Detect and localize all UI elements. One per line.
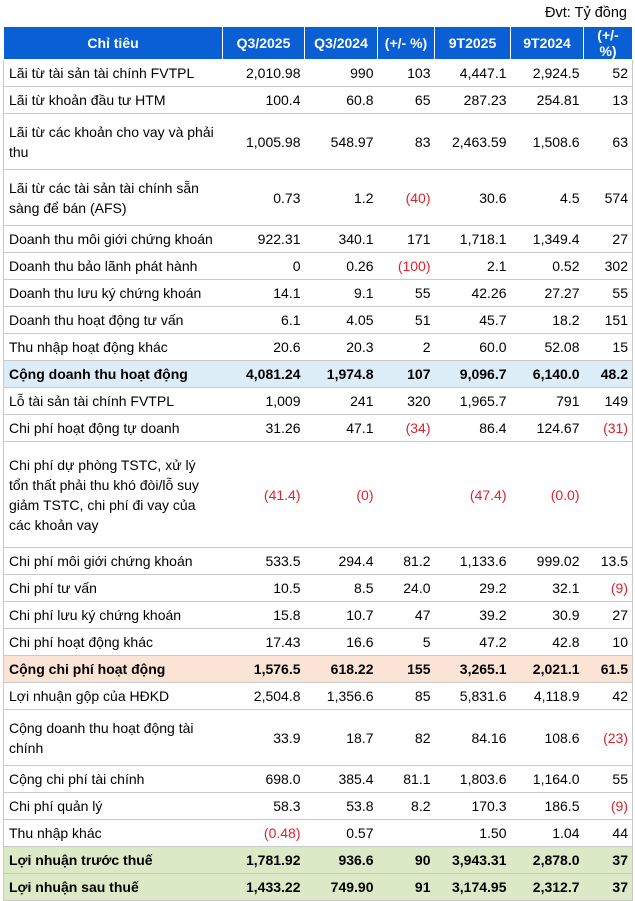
- row-label: Chi phí môi giới chứng khoán: [4, 548, 223, 575]
- row-value: 42: [584, 683, 633, 710]
- row-value: 0.26: [305, 253, 378, 280]
- row-value: 548.97: [305, 114, 378, 170]
- row-label: Lãi từ khoản đầu tư HTM: [4, 87, 223, 114]
- row-value: 302: [584, 253, 633, 280]
- table-row: [4, 847, 633, 874]
- row-value: 254.81: [511, 87, 584, 114]
- row-label: Doanh thu môi giới chứng khoán: [4, 226, 223, 253]
- row-value: 2,463.59: [435, 114, 511, 170]
- table-row: [4, 361, 633, 388]
- row-value: 52.08: [511, 334, 584, 361]
- row-value: (9): [584, 793, 633, 820]
- row-value: 0.52: [511, 253, 584, 280]
- table-row: [4, 656, 633, 683]
- row-value: 27: [584, 226, 633, 253]
- table-row: [4, 388, 633, 415]
- row-label: Lãi từ các tài sản tài chính sẵn sàng để bán (AFS): [4, 170, 223, 226]
- row-value: 47.1: [305, 415, 378, 442]
- row-value: 55: [584, 280, 633, 307]
- row-value: [378, 442, 435, 548]
- row-label: Cộng chi phí hoạt động: [4, 656, 223, 683]
- table-row: [4, 226, 633, 253]
- row-value: 90: [378, 847, 435, 874]
- row-value: 3,174.95: [435, 874, 511, 901]
- row-value: 999.02: [511, 548, 584, 575]
- row-label: Chi phí hoạt động khác: [4, 629, 223, 656]
- row-value: 149: [584, 388, 633, 415]
- table-row: [4, 874, 633, 901]
- row-value: 10.5: [223, 575, 305, 602]
- row-value: 18.7: [305, 710, 378, 766]
- row-value: 340.1: [305, 226, 378, 253]
- row-value: 37: [584, 874, 633, 901]
- row-label: Lợi nhuận sau thuế: [4, 874, 223, 901]
- row-value: 618.22: [305, 656, 378, 683]
- row-value: 186.5: [511, 793, 584, 820]
- row-value: 6,140.0: [511, 361, 584, 388]
- row-value: 4.05: [305, 307, 378, 334]
- row-value: 287.23: [435, 87, 511, 114]
- row-value: 9,096.7: [435, 361, 511, 388]
- row-value: 9.1: [305, 280, 378, 307]
- row-value: 1,781.92: [223, 847, 305, 874]
- row-value: 1.2: [305, 170, 378, 226]
- row-value: 15.8: [223, 602, 305, 629]
- row-value: 294.4: [305, 548, 378, 575]
- row-value: 10: [584, 629, 633, 656]
- row-value: 533.5: [223, 548, 305, 575]
- row-value: 82: [378, 710, 435, 766]
- row-value: 13.5: [584, 548, 633, 575]
- row-label: Chi phí hoạt động tự doanh: [4, 415, 223, 442]
- row-value: (100): [378, 253, 435, 280]
- row-value: 0.73: [223, 170, 305, 226]
- row-value: 20.3: [305, 334, 378, 361]
- row-label: Doanh thu bảo lãnh phát hành: [4, 253, 223, 280]
- table-row: [4, 602, 633, 629]
- row-value: [584, 442, 633, 548]
- unit-label: Đvt: Tỷ đồng: [545, 5, 627, 21]
- row-label: Thu nhập khác: [4, 820, 223, 847]
- row-value: 42.8: [511, 629, 584, 656]
- row-value: 8.2: [378, 793, 435, 820]
- row-value: 4,447.1: [435, 60, 511, 87]
- row-value: 749.90: [305, 874, 378, 901]
- table-row: [4, 442, 633, 548]
- row-value: 2,021.1: [511, 656, 584, 683]
- col-header-9m-2024: 9T2024: [511, 27, 584, 60]
- row-value: 84.16: [435, 710, 511, 766]
- row-label: Lỗ tài sản tài chính FVTPL: [4, 388, 223, 415]
- row-value: (41.4): [223, 442, 305, 548]
- row-value: 86.4: [435, 415, 511, 442]
- row-value: 4,081.24: [223, 361, 305, 388]
- row-value: 1,974.8: [305, 361, 378, 388]
- row-value: 61.5: [584, 656, 633, 683]
- row-value: 2,504.8: [223, 683, 305, 710]
- row-value: 45.7: [435, 307, 511, 334]
- row-value: 1,508.6: [511, 114, 584, 170]
- row-value: 241: [305, 388, 378, 415]
- row-label: Lợi nhuận trước thuế: [4, 847, 223, 874]
- row-value: 107: [378, 361, 435, 388]
- row-value: 2,924.5: [511, 60, 584, 87]
- row-value: 55: [378, 280, 435, 307]
- row-value: 27.27: [511, 280, 584, 307]
- row-value: 2.1: [435, 253, 511, 280]
- row-value: 1,349.4: [511, 226, 584, 253]
- table-row: [4, 766, 633, 793]
- row-value: 13: [584, 87, 633, 114]
- row-value: 155: [378, 656, 435, 683]
- table-row: [4, 114, 633, 170]
- row-value: 3,265.1: [435, 656, 511, 683]
- row-label: Cộng doanh thu hoạt động: [4, 361, 223, 388]
- row-value: 124.67: [511, 415, 584, 442]
- row-value: 320: [378, 388, 435, 415]
- table-row: [4, 683, 633, 710]
- row-value: 39.2: [435, 602, 511, 629]
- row-value: 18.2: [511, 307, 584, 334]
- row-value: 27: [584, 602, 633, 629]
- table-row: [4, 280, 633, 307]
- row-value: [378, 820, 435, 847]
- row-value: (0.0): [511, 442, 584, 548]
- row-value: 171: [378, 226, 435, 253]
- table-body: [4, 60, 633, 901]
- row-label: Cộng doanh thu hoạt động tài chính: [4, 710, 223, 766]
- row-value: 37: [584, 847, 633, 874]
- table-row: [4, 820, 633, 847]
- row-value: 30.6: [435, 170, 511, 226]
- row-value: 3,943.31: [435, 847, 511, 874]
- row-value: 5: [378, 629, 435, 656]
- row-value: 2,312.7: [511, 874, 584, 901]
- row-value: 8.5: [305, 575, 378, 602]
- row-value: 103: [378, 60, 435, 87]
- row-value: 17.43: [223, 629, 305, 656]
- row-value: 63: [584, 114, 633, 170]
- row-value: 1,576.5: [223, 656, 305, 683]
- row-value: 47: [378, 602, 435, 629]
- row-value: 4,118.9: [511, 683, 584, 710]
- row-value: 85: [378, 683, 435, 710]
- row-value: 16.6: [305, 629, 378, 656]
- row-value: 1.04: [511, 820, 584, 847]
- financial-table: [3, 26, 633, 901]
- row-value: 385.4: [305, 766, 378, 793]
- row-value: 60.8: [305, 87, 378, 114]
- row-value: 29.2: [435, 575, 511, 602]
- row-value: 58.3: [223, 793, 305, 820]
- row-label: Doanh thu hoạt động tư vấn: [4, 307, 223, 334]
- row-value: 44: [584, 820, 633, 847]
- row-value: 5,831.6: [435, 683, 511, 710]
- row-label: Lãi từ các khoản cho vay và phải thu: [4, 114, 223, 170]
- row-value: 52: [584, 60, 633, 87]
- row-value: (40): [378, 170, 435, 226]
- row-value: 1,009: [223, 388, 305, 415]
- row-value: 791: [511, 388, 584, 415]
- row-value: 1,164.0: [511, 766, 584, 793]
- row-value: 53.8: [305, 793, 378, 820]
- row-value: 30.9: [511, 602, 584, 629]
- row-value: 81.2: [378, 548, 435, 575]
- row-value: 1,005.98: [223, 114, 305, 170]
- row-value: (31): [584, 415, 633, 442]
- row-value: (23): [584, 710, 633, 766]
- table-row: [4, 415, 633, 442]
- table-row: [4, 548, 633, 575]
- col-header-indicator: Chỉ tiêu: [4, 27, 223, 60]
- row-value: 1,133.6: [435, 548, 511, 575]
- row-value: 81.1: [378, 766, 435, 793]
- row-value: 65: [378, 87, 435, 114]
- row-value: 2: [378, 334, 435, 361]
- table-row: [4, 575, 633, 602]
- row-label: Doanh thu lưu ký chứng khoán: [4, 280, 223, 307]
- row-value: 1.50: [435, 820, 511, 847]
- row-value: (34): [378, 415, 435, 442]
- row-value: 1,803.6: [435, 766, 511, 793]
- row-value: 2,010.98: [223, 60, 305, 87]
- col-header-9m-change: (+/- %): [584, 27, 633, 60]
- row-value: 51: [378, 307, 435, 334]
- row-value: 170.3: [435, 793, 511, 820]
- row-label: Chi phí tư vấn: [4, 575, 223, 602]
- table-row: [4, 170, 633, 226]
- row-value: (47.4): [435, 442, 511, 548]
- table-row: [4, 307, 633, 334]
- row-value: 108.6: [511, 710, 584, 766]
- row-value: (0): [305, 442, 378, 548]
- row-label: Lợi nhuận gộp của HĐKD: [4, 683, 223, 710]
- row-value: 14.1: [223, 280, 305, 307]
- row-value: 1,356.6: [305, 683, 378, 710]
- row-value: 42.26: [435, 280, 511, 307]
- row-value: 922.31: [223, 226, 305, 253]
- row-value: 33.9: [223, 710, 305, 766]
- row-label: Lãi từ tài sản tài chính FVTPL: [4, 60, 223, 87]
- row-value: (0.48): [223, 820, 305, 847]
- row-value: 698.0: [223, 766, 305, 793]
- row-value: 24.0: [378, 575, 435, 602]
- row-value: 1,718.1: [435, 226, 511, 253]
- row-label: Chi phí quản lý: [4, 793, 223, 820]
- col-header-q3-2024: Q3/2024: [305, 27, 378, 60]
- row-value: 936.6: [305, 847, 378, 874]
- table-row: [4, 60, 633, 87]
- row-value: 31.26: [223, 415, 305, 442]
- row-value: 990: [305, 60, 378, 87]
- row-value: 0: [223, 253, 305, 280]
- row-value: 6.1: [223, 307, 305, 334]
- row-value: 60.0: [435, 334, 511, 361]
- row-value: 47.2: [435, 629, 511, 656]
- row-value: 20.6: [223, 334, 305, 361]
- row-label: Thu nhập hoạt động khác: [4, 334, 223, 361]
- table-row: [4, 710, 633, 766]
- row-value: 574: [584, 170, 633, 226]
- table-row: [4, 253, 633, 280]
- row-value: 91: [378, 874, 435, 901]
- row-value: 1,433.22: [223, 874, 305, 901]
- col-header-q3-2025: Q3/2025: [223, 27, 305, 60]
- table-row: [4, 629, 633, 656]
- row-value: 1,965.7: [435, 388, 511, 415]
- row-label: Chi phí lưu ký chứng khoán: [4, 602, 223, 629]
- row-value: 4.5: [511, 170, 584, 226]
- row-value: 0.57: [305, 820, 378, 847]
- row-value: 10.7: [305, 602, 378, 629]
- table-row: [4, 87, 633, 114]
- row-value: 15: [584, 334, 633, 361]
- row-value: 2,878.0: [511, 847, 584, 874]
- row-value: (9): [584, 575, 633, 602]
- table-header-row: [4, 27, 633, 60]
- row-value: 83: [378, 114, 435, 170]
- row-label: Cộng chi phí tài chính: [4, 766, 223, 793]
- row-value: 151: [584, 307, 633, 334]
- col-header-9m-2025: 9T2025: [435, 27, 511, 60]
- table-row: [4, 793, 633, 820]
- row-label: Chi phí dự phòng TSTC, xử lý tổn thất phải thu khó đòi/lỗ suy giảm TSTC, chi phí đi vay của các khoản vay: [4, 442, 223, 548]
- row-value: 100.4: [223, 87, 305, 114]
- row-value: 48.2: [584, 361, 633, 388]
- table-row: [4, 334, 633, 361]
- col-header-q-change: (+/- %): [378, 27, 435, 60]
- row-value: 32.1: [511, 575, 584, 602]
- row-value: 55: [584, 766, 633, 793]
